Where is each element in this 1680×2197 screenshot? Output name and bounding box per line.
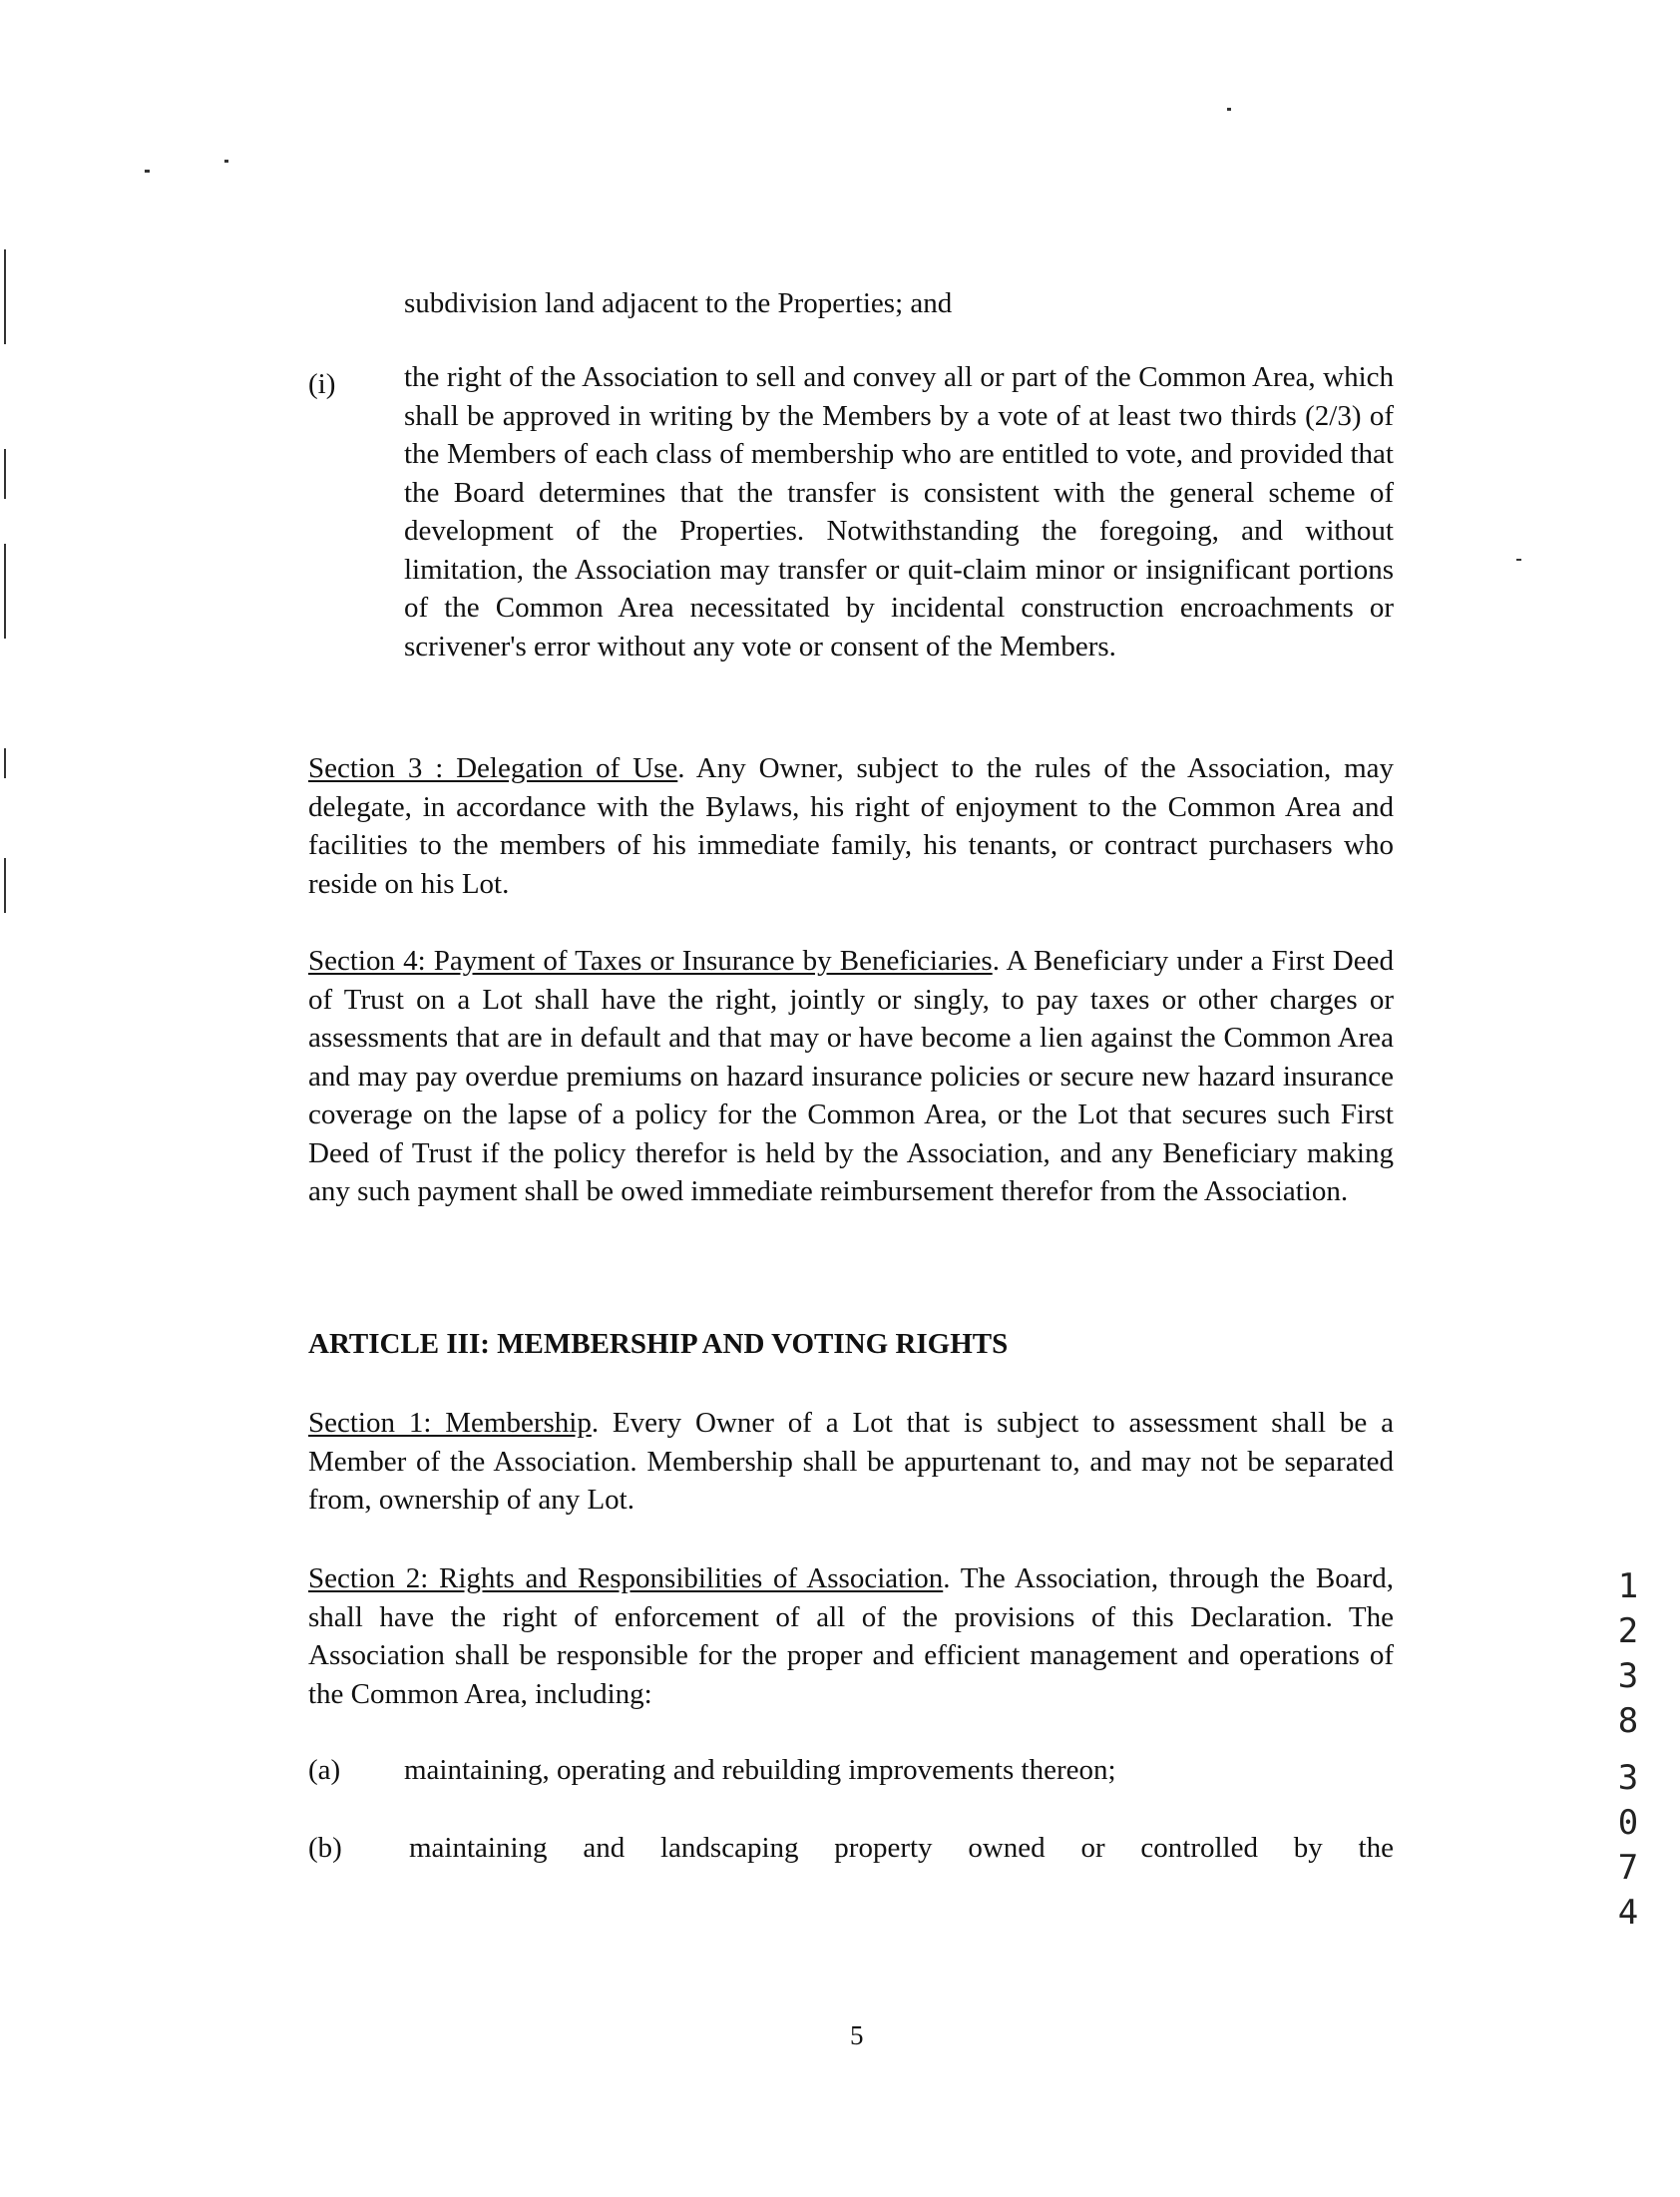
recording-number-stamp (1608, 1564, 1648, 1936)
scan-artifact-mark (4, 249, 6, 344)
article-3-section-2-body: . The Association, through the Board, shall have the right of enforcement of all of the provisions of this Declaration. The Association shall be responsible for the proper and efficient management and operations of the Common Area, including: (308, 1562, 1394, 1710)
scan-artifact-mark (4, 544, 6, 639)
section-4-title: Section 4: Payment of Taxes or Insurance by Beneficiaries (308, 945, 993, 977)
article-3-heading: ARTICLE III: MEMBERSHIP AND VOTING RIGHTS (308, 1328, 1009, 1360)
stamp-digit: 0 (1617, 1803, 1639, 1843)
section-4-paragraph (308, 942, 1394, 1211)
section-3-title: Section 3 : Delegation of Use (308, 752, 678, 784)
section-3-body: . Any Owner, subject to the rules of the Association, may delegate, in accordance with the Bylaws, his right of enjoyment to the Common Area and facilities to the members of his immediate family, his tenants, or contract purchasers who reside on his Lot. (308, 752, 1394, 900)
article-3-section-2-paragraph (308, 1559, 1394, 1713)
scan-artifact-mark (1516, 559, 1521, 561)
stamp-digit: 2 (1617, 1611, 1639, 1651)
stamp-digit: 7 (1617, 1848, 1639, 1888)
scan-artifact-mark (1227, 108, 1231, 111)
scan-artifact-mark (4, 449, 6, 499)
item-i-label: (i) (308, 368, 336, 400)
stamp-digit: 3 (1617, 1656, 1639, 1696)
section-3-paragraph (308, 749, 1394, 903)
article-3-section-1-body: . Every Owner of a Lot that is subject to assessment shall be a Member of the Association. Membership shall be appurtenant to, and may not be separated from, ownership of any Lot. (308, 1407, 1394, 1516)
item-b-label: (b) (308, 1832, 342, 1864)
scan-artifact-mark (4, 748, 6, 778)
article-3-section-2-title: Section 2: Rights and Responsibilities of Association (308, 1562, 944, 1594)
stamp-digit: 1 (1617, 1566, 1639, 1606)
scan-artifact-mark (4, 858, 6, 913)
item-b-text: maintaining and landscaping property owned or controlled by the (409, 1832, 1394, 1864)
scan-artifact-mark (224, 160, 228, 163)
page-number: 5 (850, 2020, 864, 2050)
stamp-digit: 8 (1617, 1701, 1639, 1741)
section-4-body: . A Beneficiary under a First Deed of Trust on a Lot shall have the right, jointly or singly, to pay taxes or other charges or assessments that are in default and that may or have become a lien against the Common Area and may pay overdue premiums on hazard insurance policies or secure new hazard insurance coverage on the lapse of a policy for the Common Area, or the Lot that secures such First Deed of Trust if the policy therefor is held by the Association, and any Beneficiary making any such payment shall be owed immediate reimbursement therefor from the Association. (308, 945, 1394, 1207)
article-3-section-1-title: Section 1: Membership (308, 1407, 592, 1439)
article-3-section-1-paragraph (308, 1404, 1394, 1520)
scan-artifact-mark (145, 170, 150, 173)
continuation-text: subdivision land adjacent to the Properties; and (404, 287, 953, 319)
item-i-text: the right of the Association to sell and convey all or part of the Common Area, which shall be approved in writing by the Members by a vote of at least two thirds (2/3) of the Members of each class of membership who are entitled to vote, and provided that the Board determines that the transfer is consistent with the general scheme of development of the Properties. Notwithstanding the foregoing, and without limitation, the Association may transfer or quit-claim minor or insignificant portions of the Common Area necessitated by incidental construction encroachments or scrivener's error without any vote or consent of the Members. (404, 361, 1394, 662)
stamp-digit: 4 (1617, 1893, 1639, 1933)
item-a-text: maintaining, operating and rebuilding improvements thereon; (404, 1754, 1116, 1786)
item-a-label: (a) (308, 1754, 341, 1786)
stamp-digit: 3 (1617, 1758, 1639, 1798)
